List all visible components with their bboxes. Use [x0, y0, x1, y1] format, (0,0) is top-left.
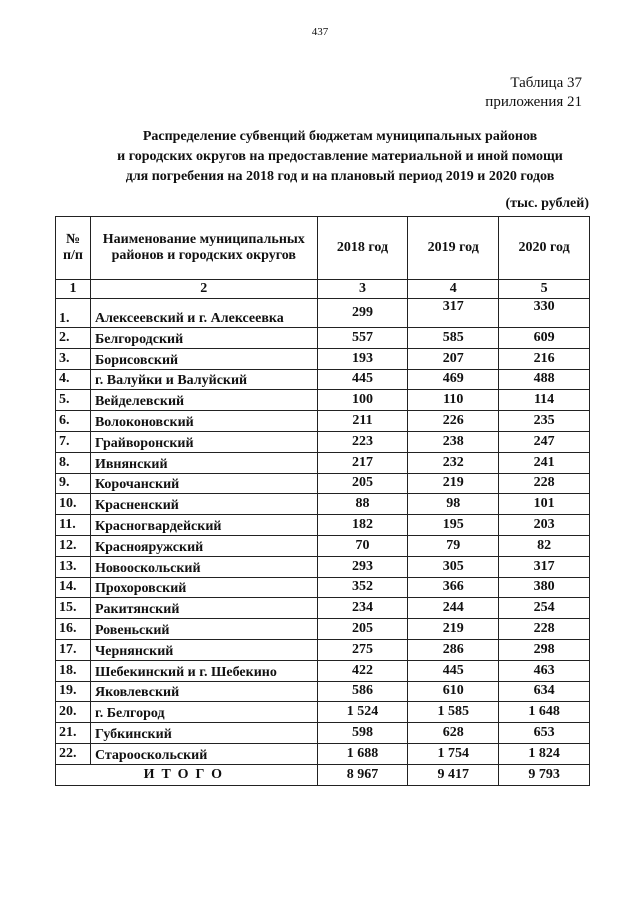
units-label: (тыс. рублей) [505, 196, 589, 211]
table-row [56, 639, 590, 660]
row-2018: 182 [317, 515, 408, 536]
header-2018: 2018 год [317, 217, 408, 280]
row-number: 22. [56, 743, 91, 764]
row-2018: 293 [317, 556, 408, 577]
row-number: 15. [56, 598, 91, 619]
row-number: 7. [56, 431, 91, 452]
header-row [56, 217, 590, 280]
header-name: Наименование муниципальных районов и городских округов [90, 217, 317, 280]
row-2018: 211 [317, 411, 408, 432]
row-2020: 254 [499, 598, 590, 619]
row-2019: 305 [408, 556, 499, 577]
row-2019: 238 [408, 431, 499, 452]
row-2018: 205 [317, 619, 408, 640]
column-number-2: 2 [90, 280, 317, 299]
row-name: Чернянский [90, 639, 317, 660]
title-line-3: для погребения на 2018 год и на плановый период 2019 и 2020 годов [125, 169, 555, 184]
row-name: Алексеевский и г. Алексеевка [90, 299, 317, 328]
row-number: 1. [56, 299, 91, 328]
row-2019: 195 [408, 515, 499, 536]
header-2020: 2020 год [499, 217, 590, 280]
title-line-2: и городских округов на предоставление материальной и иной помощи [117, 149, 563, 164]
table-row [56, 556, 590, 577]
row-2020: 228 [499, 619, 590, 640]
row-2019: 244 [408, 598, 499, 619]
table-row [56, 431, 590, 452]
row-name: Краснояружский [90, 535, 317, 556]
header-number: № п/п [56, 217, 91, 280]
column-number-5: 5 [499, 280, 590, 299]
title-line-1: Распределение субвенций бюджетам муниципальных районов [142, 129, 538, 144]
row-2019: 79 [408, 535, 499, 556]
table-row [56, 660, 590, 681]
row-2018: 445 [317, 369, 408, 390]
row-number: 14. [56, 577, 91, 598]
table-row [56, 723, 590, 744]
subvention-table [55, 216, 590, 786]
caption-appendix: приложения 21 [485, 94, 582, 110]
row-number: 2. [56, 328, 91, 349]
row-number: 9. [56, 473, 91, 494]
row-number: 12. [56, 535, 91, 556]
row-2018: 598 [317, 723, 408, 744]
table-row [56, 348, 590, 369]
column-number-row [56, 280, 590, 299]
table-row [56, 299, 590, 328]
row-name: Новооскольский [90, 556, 317, 577]
total-2020: 9 793 [499, 764, 590, 785]
row-name: Прохоровский [90, 577, 317, 598]
row-2018: 70 [317, 535, 408, 556]
row-2020: 235 [499, 411, 590, 432]
row-2018: 88 [317, 494, 408, 515]
table-row [56, 328, 590, 349]
row-2018: 1 688 [317, 743, 408, 764]
row-2020: 82 [499, 535, 590, 556]
column-number-4: 4 [408, 280, 499, 299]
table-row [56, 702, 590, 723]
row-name: Грайворонский [90, 431, 317, 452]
table-caption [485, 74, 582, 112]
table-row [56, 598, 590, 619]
row-2018: 586 [317, 681, 408, 702]
row-2018: 352 [317, 577, 408, 598]
row-name: Шебекинский и г. Шебекино [90, 660, 317, 681]
row-2018: 100 [317, 390, 408, 411]
row-2018: 217 [317, 452, 408, 473]
row-number: 5. [56, 390, 91, 411]
row-number: 18. [56, 660, 91, 681]
row-number: 17. [56, 639, 91, 660]
table-row [56, 452, 590, 473]
table-row [56, 473, 590, 494]
row-name: Волоконовский [90, 411, 317, 432]
row-2020: 609 [499, 328, 590, 349]
row-number: 8. [56, 452, 91, 473]
row-2018: 275 [317, 639, 408, 660]
row-2020: 203 [499, 515, 590, 536]
column-number-1: 1 [56, 280, 91, 299]
row-2019: 219 [408, 473, 499, 494]
row-name: Корочанский [90, 473, 317, 494]
row-name: Красненский [90, 494, 317, 515]
row-2019: 232 [408, 452, 499, 473]
table-row [56, 577, 590, 598]
row-2020: 463 [499, 660, 590, 681]
row-2019: 628 [408, 723, 499, 744]
row-2019: 219 [408, 619, 499, 640]
row-2020: 216 [499, 348, 590, 369]
row-2020: 298 [499, 639, 590, 660]
row-number: 20. [56, 702, 91, 723]
row-2018: 299 [317, 299, 408, 328]
row-number: 13. [56, 556, 91, 577]
row-number: 4. [56, 369, 91, 390]
row-2019: 610 [408, 681, 499, 702]
row-2020: 114 [499, 390, 590, 411]
row-2018: 234 [317, 598, 408, 619]
row-2019: 469 [408, 369, 499, 390]
row-2020: 653 [499, 723, 590, 744]
row-2020: 241 [499, 452, 590, 473]
row-2019: 110 [408, 390, 499, 411]
total-2019: 9 417 [408, 764, 499, 785]
table-row [56, 411, 590, 432]
caption-table-number: Таблица 37 [510, 75, 582, 91]
row-number: 19. [56, 681, 91, 702]
row-name: Ракитянский [90, 598, 317, 619]
table-row [56, 743, 590, 764]
row-2020: 317 [499, 556, 590, 577]
row-name: Красногвардейский [90, 515, 317, 536]
table-row [56, 681, 590, 702]
document-title [80, 127, 600, 187]
row-2019: 1 585 [408, 702, 499, 723]
row-2019: 207 [408, 348, 499, 369]
total-row [56, 764, 590, 785]
table-row [56, 369, 590, 390]
row-number: 6. [56, 411, 91, 432]
row-2018: 422 [317, 660, 408, 681]
row-2020: 380 [499, 577, 590, 598]
header-2019: 2019 год [408, 217, 499, 280]
row-name: Борисовский [90, 348, 317, 369]
row-2019: 366 [408, 577, 499, 598]
row-2020: 228 [499, 473, 590, 494]
row-2018: 193 [317, 348, 408, 369]
row-2018: 205 [317, 473, 408, 494]
row-2020: 488 [499, 369, 590, 390]
row-name: Ивнянский [90, 452, 317, 473]
column-number-3: 3 [317, 280, 408, 299]
table-row [56, 515, 590, 536]
row-2018: 223 [317, 431, 408, 452]
row-2019: 98 [408, 494, 499, 515]
row-2018: 1 524 [317, 702, 408, 723]
row-2019: 286 [408, 639, 499, 660]
row-2020: 247 [499, 431, 590, 452]
row-2020: 101 [499, 494, 590, 515]
row-number: 21. [56, 723, 91, 744]
row-name: Вейделевский [90, 390, 317, 411]
row-number: 11. [56, 515, 91, 536]
table-row [56, 494, 590, 515]
row-2020: 1 824 [499, 743, 590, 764]
row-2020: 1 648 [499, 702, 590, 723]
row-2020: 330 [499, 299, 590, 328]
row-name: Губкинский [90, 723, 317, 744]
row-2018: 557 [317, 328, 408, 349]
row-name: Ровеньский [90, 619, 317, 640]
row-2019: 1 754 [408, 743, 499, 764]
row-2019: 445 [408, 660, 499, 681]
page-number: 437 [311, 26, 329, 38]
row-2019: 317 [408, 299, 499, 328]
table-row [56, 619, 590, 640]
table-row [56, 535, 590, 556]
total-label: ИТОГО [56, 764, 318, 785]
row-2020: 634 [499, 681, 590, 702]
row-name: г. Валуйки и Валуйский [90, 369, 317, 390]
table-row [56, 390, 590, 411]
row-name: г. Белгород [90, 702, 317, 723]
row-number: 16. [56, 619, 91, 640]
row-2019: 585 [408, 328, 499, 349]
row-2019: 226 [408, 411, 499, 432]
row-name: Старооскольский [90, 743, 317, 764]
row-number: 3. [56, 348, 91, 369]
total-2018: 8 967 [317, 764, 408, 785]
row-name: Белгородский [90, 328, 317, 349]
row-name: Яковлевский [90, 681, 317, 702]
row-number: 10. [56, 494, 91, 515]
